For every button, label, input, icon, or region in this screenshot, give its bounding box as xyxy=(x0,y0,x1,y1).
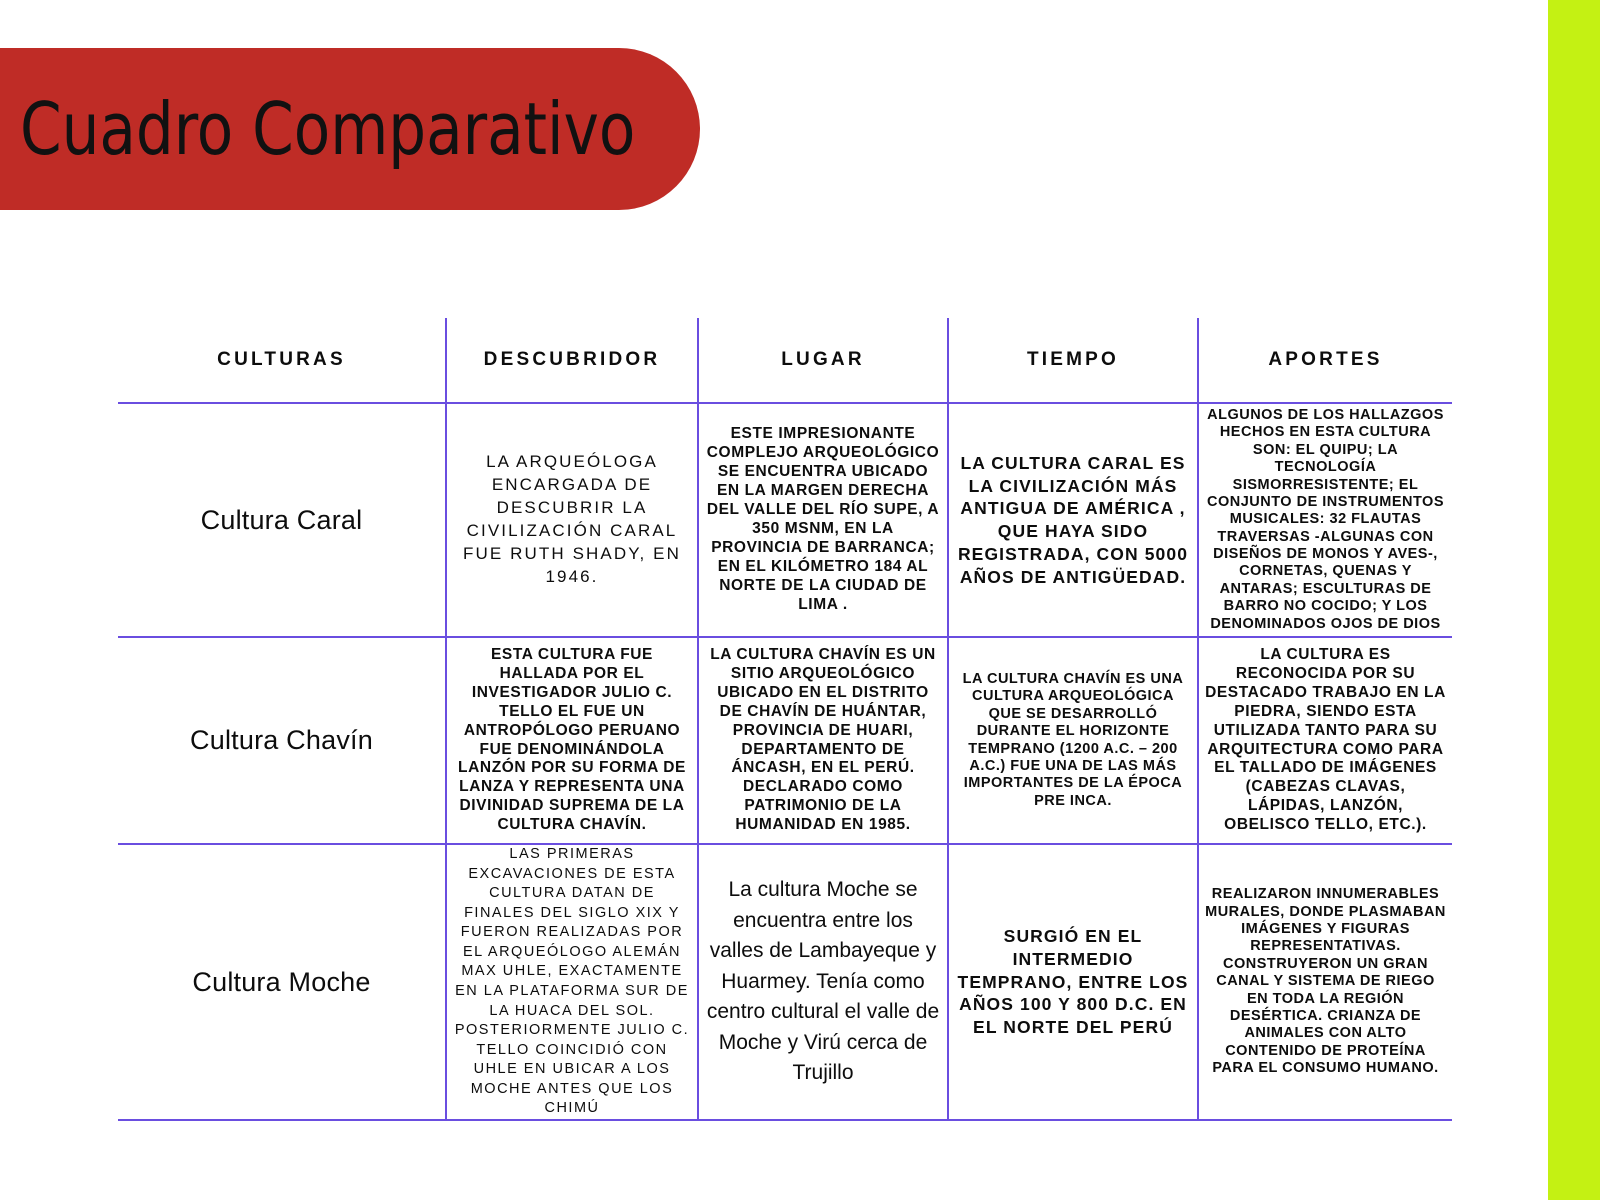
cell-lugar-chavin xyxy=(698,637,948,844)
column-header-tiempo: TIEMPO xyxy=(948,318,1198,403)
cell-text: REALIZARON INNUMERABLES MURALES, DONDE PLASMABAN IMÁGENES Y FIGURAS REPRESENTATIVAS. CONSTRUYERON UN GRAN CANAL Y SISTEMA DE RIEGO EN TODA LA REGIÓN DESÉRTICA. CRIANZA DE ANIMALES CON ALTO CONTENIDO DE PROTEÍNA PARA EL CONSUMO HUMANO. xyxy=(1205,886,1446,1077)
table-row xyxy=(118,403,1452,637)
cell-culture-chavin: Cultura Chavín xyxy=(190,725,373,756)
column-header-descubridor: DESCUBRIDOR xyxy=(446,318,698,403)
comparison-table xyxy=(118,318,1452,1121)
column-header-lugar: LUGAR xyxy=(698,318,948,403)
cell-text: LA CULTURA CARAL ES LA CIVILIZACIÓN MÁS ANTIGUA DE AMÉRICA , QUE HAYA SIDO REGISTRADA, CON 5000 AÑOS DE ANTIGÜEDAD. xyxy=(957,452,1189,587)
header-row xyxy=(118,318,1452,403)
cell-tiempo-moche xyxy=(948,844,1198,1120)
cell-text: LA CULTURA ES RECONOCIDA POR SU DESTACADO TRABAJO EN LA PIEDRA, SIENDO ESTA UTILIZADA TANTO PARA SU ARQUITECTURA COMO PARA EL TALLADO DE IMÁGENES (CABEZAS CLAVAS, LÁPIDAS, LANZÓN, OBELISCO TELLO, ETC.). xyxy=(1205,645,1446,834)
cell-text: SURGIÓ EN EL INTERMEDIO TEMPRANO, ENTRE LOS AÑOS 100 Y 800 D.C. EN EL NORTE DEL PERÚ xyxy=(957,926,1189,1038)
cell-tiempo-chavin xyxy=(948,637,1198,844)
table-row xyxy=(118,844,1452,1120)
cell-text: ALGUNOS DE LOS HALLAZGOS HECHOS EN ESTA CULTURA SON: EL QUIPU; LA TECNOLOGÍA SISMORRESISTENTE; EL CONJUNTO DE INSTRUMENTOS MUSICALES: 32 FLAUTAS TRAVERSAS -ALGUNAS CON DISEÑOS DE MONOS Y AVES-, CORNETAS, QUENAS Y ANTARAS; ESCULTURAS DE BARRO NO COCIDO; Y LOS DENOMINADOS OJOS DE DIOS xyxy=(1206,406,1445,632)
cell-text: LA CULTURA CHAVÍN ES UN SITIO ARQUEOLÓGICO UBICADO EN EL DISTRITO DE CHAVÍN DE HUÁNTAR, PROVINCIA DE HUARI, DEPARTAMENTO DE ÁNCASH, EN EL PERÚ. DECLARADO COMO PATRIMONIO DE LA HUMANIDAD EN 1985. xyxy=(710,645,936,834)
cell-text: LA ARQUEÓLOGA ENCARGADA DE DESCUBRIR LA CIVILIZACIÓN CARAL FUE RUTH SHADY, EN 1946. xyxy=(463,452,681,586)
table-row xyxy=(118,637,1452,844)
page-title: Cuadro Comparativo xyxy=(20,87,636,171)
table-header xyxy=(118,318,1452,403)
table-body xyxy=(118,403,1452,1120)
cell-text: ESTE IMPRESIONANTE COMPLEJO ARQUEOLÓGICO SE ENCUENTRA UBICADO EN LA MARGEN DERECHA DEL VALLE DEL RÍO SUPE, A 350 MSNM, EN LA PROVINCIA DE BARRANCA; EN EL KILÓMETRO 184 AL NORTE DE LA CIUDAD DE LIMA . xyxy=(706,425,940,613)
cell-aportes-caral xyxy=(1198,403,1452,637)
cell-descubridor-moche xyxy=(446,844,698,1120)
column-header-culturas: CULTURAS xyxy=(118,318,446,403)
cell-lugar-moche xyxy=(698,844,948,1120)
cell-text: La cultura Moche se encuentra entre los valles de Lambayeque y Huarmey. Tenía como centro cultural el valle de Moche y Virú cerca de Trujillo xyxy=(706,878,940,1085)
title-banner xyxy=(0,48,700,210)
cell-text: LA CULTURA CHAVÍN ES UNA CULTURA ARQUEOLÓGICA QUE SE DESARROLLÓ DURANTE EL HORIZONTE TEMPRANO (1200 A.C. – 200 A.C.) FUE UNA DE LAS MÁS IMPORTANTES DE LA ÉPOCA PRE INCA. xyxy=(962,670,1184,809)
cell-tiempo-caral xyxy=(948,403,1198,637)
cell-lugar-caral xyxy=(698,403,948,637)
cell-culture-moche: Cultura Moche xyxy=(192,966,371,997)
column-header-aportes: APORTES xyxy=(1198,318,1452,403)
cell-culture-caral: Cultura Caral xyxy=(200,504,363,535)
right-accent-bar xyxy=(1548,0,1600,1200)
cell-aportes-moche xyxy=(1198,844,1452,1120)
cell-descubridor-caral xyxy=(446,403,698,637)
cell-aportes-chavin xyxy=(1198,637,1452,844)
cell-text: LAS PRIMERAS EXCAVACIONES DE ESTA CULTURA DATAN DE FINALES DEL SIGLO XIX Y FUERON REALIZADAS POR EL ARQUEÓLOGO ALEMÁN MAX UHLE, EXACTAMENTE EN LA PLATAFORMA SUR DE LA HUACA DEL SOL. POSTERIORMENTE JULIO C. TELLO COINCIDIÓ CON UHLE EN UBICAR A LOS MOCHE ANTES QUE LOS CHIMÚ xyxy=(454,846,690,1117)
cell-descubridor-chavin xyxy=(446,637,698,844)
cell-text: ESTA CULTURA FUE HALLADA POR EL INVESTIGADOR JULIO C. TELLO EL FUE UN ANTROPÓLOGO PERUANO FUE DENOMINÁNDOLA LANZÓN POR SU FORMA DE LANZA Y REPRESENTA UNA DIVINIDAD SUPREMA DE LA CULTURA CHAVÍN. xyxy=(458,645,686,834)
